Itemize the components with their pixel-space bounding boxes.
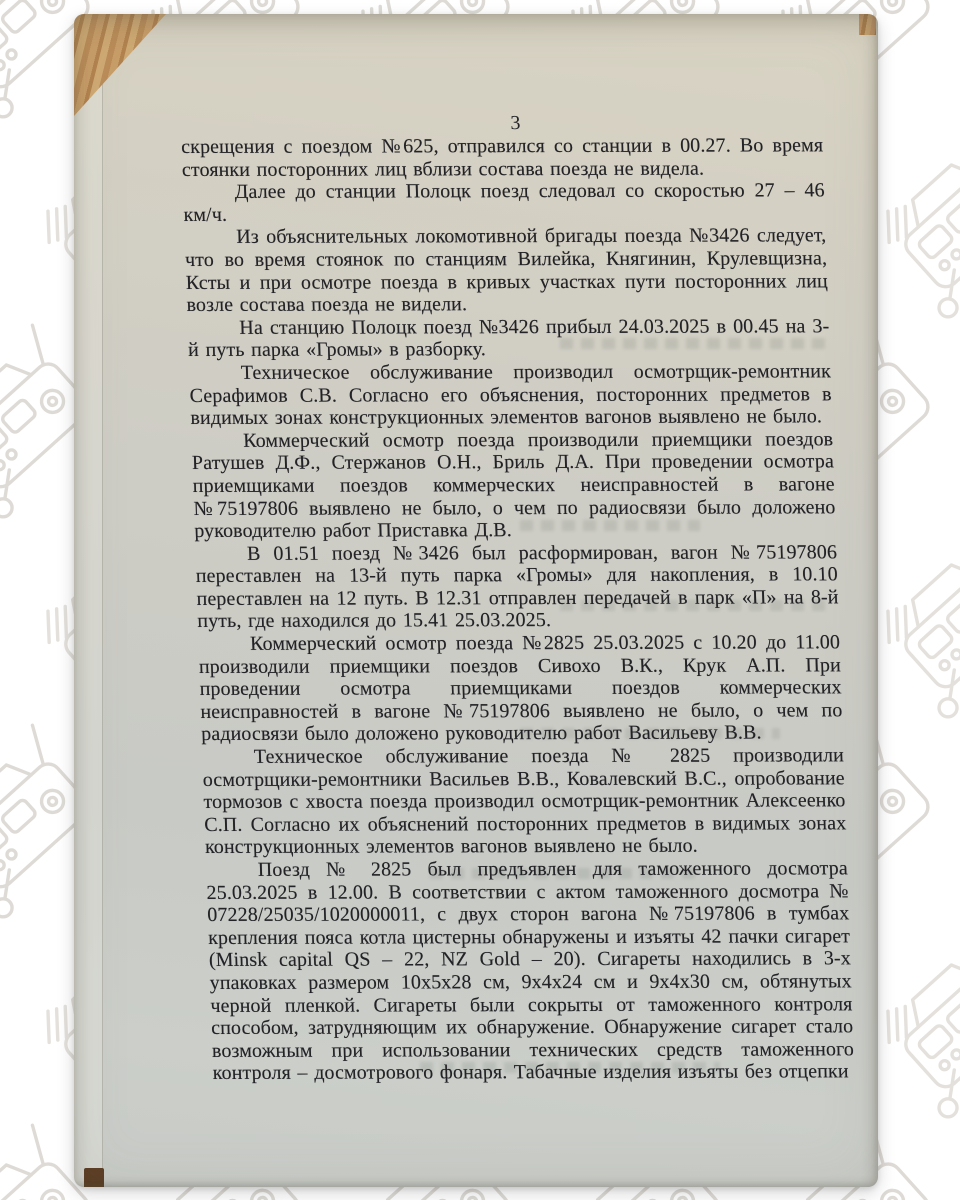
- document-paragraph: На станцию Полоцк поезд №3426 прибыл 24.03.2025 в 00.45 на 3-й путь парка «Громы» в разборку.: [187, 315, 830, 362]
- document-photo: [74, 14, 878, 1187]
- document-paragraph: В 01.51 поезд №3426 был расформирован, вагон №75197806 переставлен на 13-й путь парка «Громы» для накопления, в 10.10 переставлен на 12 путь. В 12.31 отправлен передачей в парк «П» на 8-й путь, где находился до 15.41 25.03.2025.: [195, 541, 839, 633]
- underlying-sheet-edge: [74, 14, 103, 1187]
- document-paragraph: Из объяснительных локомотивной бригады поезда №3426 следует, что во время стоянок по станциям Вилейка, Княгинин, Крулевщизна, Ксты и при осмотре поезда в кривых участках пути посторонних лиц возле состава поезда не видели.: [184, 224, 829, 317]
- document-paragraph: Техническое обслуживание поезда № 2825 производили осмотрщики-ремонтники Васильев В.В., Ковалевский В.С., опробование тормозов с хвоста поезда производил осмотрщик-ремонтник Алексеенко С.П. Согласно их объяснений посторонних предметов в видимых зонах конструкционных элементов вагонов выявлено не было.: [202, 744, 847, 859]
- document-paragraph: Техническое обслуживание производил осмотрщик-ремонтник Серафимов С.В. Согласно его объяснения, посторонних предметов в видимых зонах конструкционных элементов вагонов выявлено не было.: [189, 360, 832, 430]
- wood-table-sliver: [859, 14, 876, 35]
- page-text: [180, 110, 855, 1085]
- document-paragraph: скрещения с поездом №625, отправился со станции в 00.27. Во время стоянки посторонних лиц вблизи состава поезда не видела.: [180, 134, 824, 181]
- document-paragraph: Коммерческий осмотр поезда №2825 25.03.2025 с 10.20 до 11.00 производили приемщики поездов Сивохо В.К., Крук А.П. При проведении осмотра приемщиками поездов коммерческих неисправностей в вагоне №75197806 выявлено не было, о чем по радиосвязи было доложено руководителю работ Васильеву В.В.: [198, 631, 843, 746]
- document-paragraph: Далее до станции Полоцк поезд следовал со скоростью 27 – 46 км/ч.: [183, 179, 826, 226]
- wood-table-notch: [84, 1168, 104, 1187]
- document-paragraph: Коммерческий осмотр поезда производили приемщики поездов Ратушев Д.Ф., Стержанов О.Н., Бриль Д.А. При проведении осмотра приемщиками поездов коммерческих неисправностей в вагоне №75197806 выявлено не было, о чем по радиосвязи было доложено руководителю работ Приставка Д.В.: [191, 428, 836, 543]
- document-paragraph: Поезд № 2825 был предъявлен для таможенного досмотра 25.03.2025 в 12.00. В соответствии с актом таможенного досмотра № 07228/25035/1020000011, с двух сторон вагона №75197806 в тумбах крепления пояса котла цистерны обнаружены и изъяты 42 пачки сигарет (Minsk capital QS – 22, NZ Gold – 20). Сигареты находились в 3-х упаковках размером 10х5х28 см, 9х4х24 см и 9х4х30 см, обтянутых черной пленкой. Сигареты были сокрыты от таможенного контроля способом, затрудняющим их обнаружение. Обнаружение сигарет стало возможным при использовании технических средств таможенного контроля – досмотрового фонаря. Табачные изделия изъяты без отцепки: [206, 857, 855, 1085]
- page-number: 3: [510, 112, 521, 135]
- wood-table-corner: [74, 14, 166, 116]
